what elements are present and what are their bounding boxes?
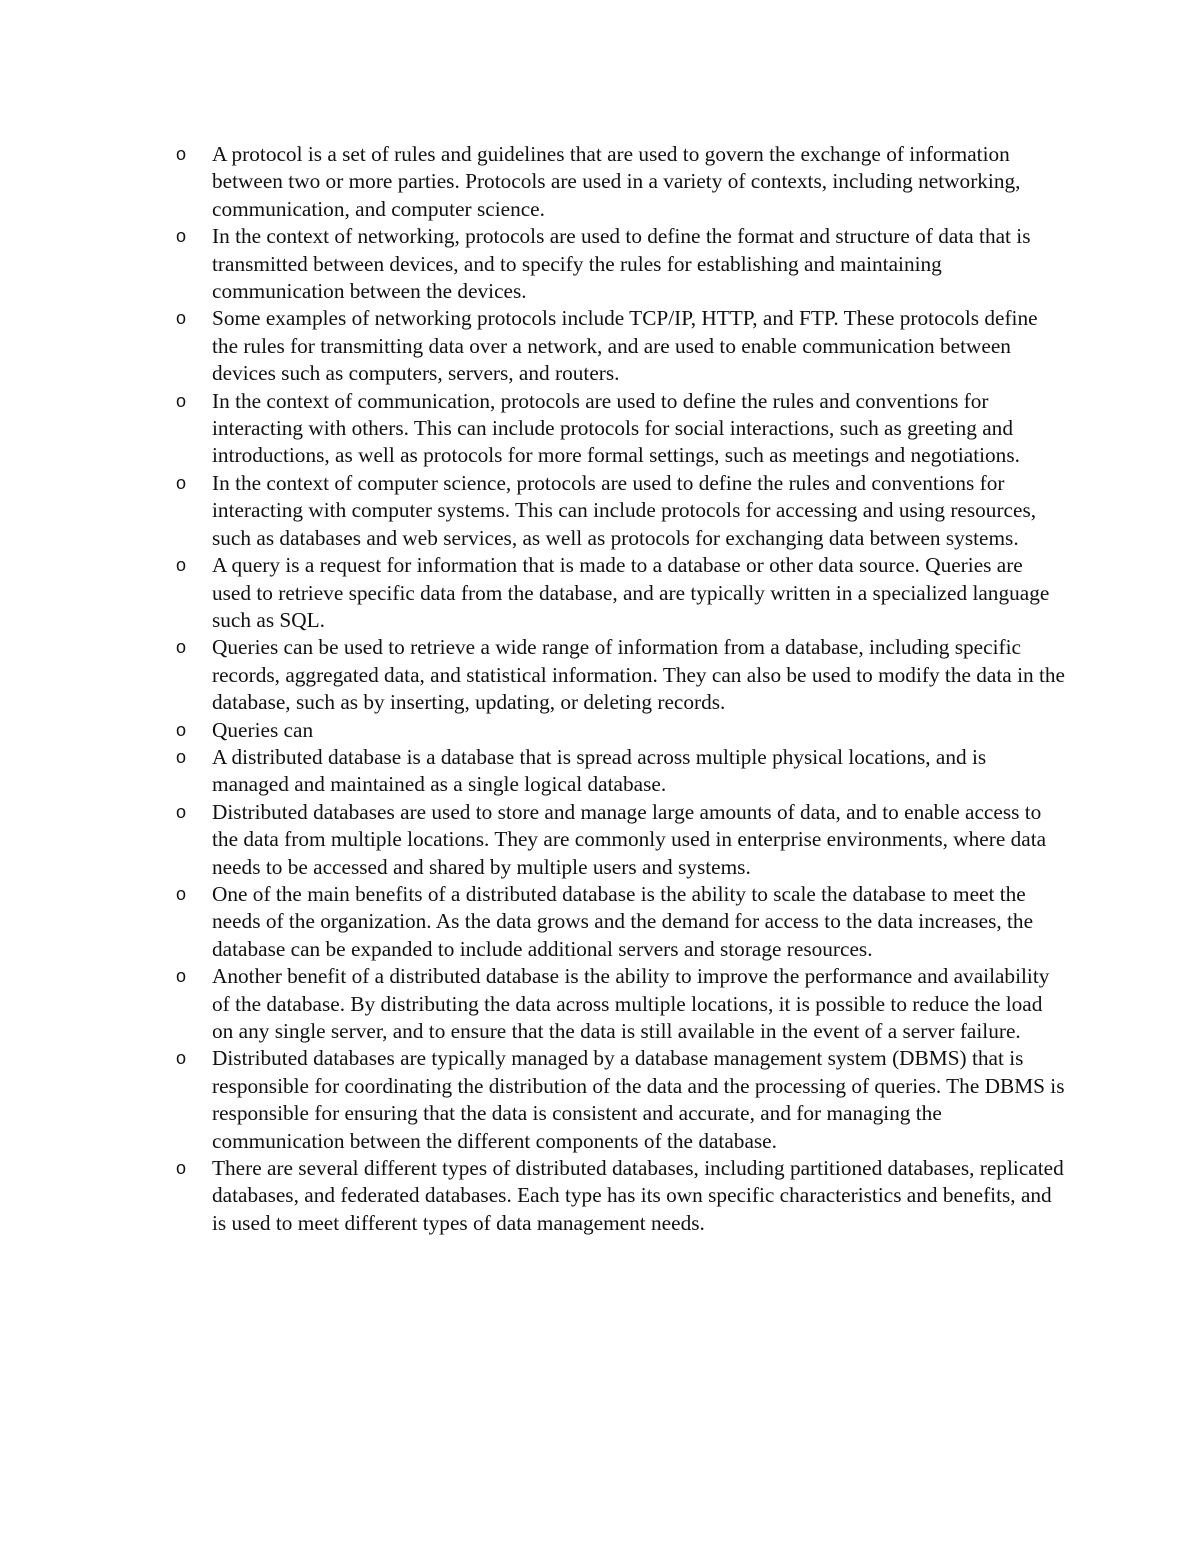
bullet-marker-icon: o [176, 226, 187, 247]
list-item-text: Distributed databases are used to store and manage large amounts of data, and to enable access to the data from multiple locations. They are commonly used in enterprise environments, where data needs to be accessed and shared by multiple users and systems. [212, 799, 1047, 879]
list-item [176, 1045, 1066, 1155]
bullet-marker-icon: o [176, 637, 187, 658]
list-item [176, 1155, 1066, 1237]
list-item-text: Another benefit of a distributed database is the ability to improve the performance and availability of the database. By distributing the data across multiple locations, it is possible to reduce the load on any single server, and to ensure that the data is still available in the event of a server failure. [212, 964, 1050, 1043]
list-item-text: Queries can be used to retrieve a wide range of information from a database, including specific records, aggregated data, and statistical information. They can also be used to modify the data in the database, such as by inserting, updating, or deleting records. [212, 635, 1065, 715]
bullet-marker-icon: o [176, 390, 187, 411]
bullet-marker-icon: o [176, 719, 187, 740]
list-item [176, 141, 1066, 223]
list-item [176, 470, 1066, 552]
list-item-text: In the context of networking, protocols are used to define the format and structure of data that is transmitted between devices, and to specify the rules for establishing and maintaining communication between the devices. [212, 224, 1031, 304]
list-item-text: Distributed databases are typically managed by a database management system (DBMS) that is responsible for coordinating the distribution of the data and the processing of queries. The DBMS is responsible for ensuring that the data is consistent and accurate, and for managing the communication between the different components of the database. [212, 1046, 1065, 1153]
bullet-marker-icon: o [176, 966, 187, 987]
bullet-marker-icon: o [176, 308, 187, 329]
list-item [176, 305, 1066, 387]
list-item-text: One of the main benefits of a distributed database is the ability to scale the database to meet the needs of the organization. As the data grows and the demand for access to the data increases, the database can be expanded to include additional servers and storage resources. [212, 881, 1034, 961]
list-item-text: A distributed database is a database that is spread across multiple physical locations, and is managed and maintained as a single logical database. [212, 744, 987, 797]
bullet-list [176, 141, 1066, 1237]
bullet-marker-icon: o [176, 1158, 187, 1179]
list-item-text: Some examples of networking protocols include TCP/IP, HTTP, and FTP. These protocols define the rules for transmitting data over a network, and are used to enable communication between devices such as computers, servers, and routers. [212, 306, 1038, 386]
list-item [176, 717, 1066, 744]
list-item [176, 799, 1066, 881]
list-item [176, 963, 1066, 1045]
bullet-marker-icon: o [176, 472, 187, 493]
bullet-marker-icon: o [176, 555, 187, 576]
bullet-marker-icon: o [176, 144, 187, 164]
list-item-text: A query is a request for information that is made to a database or other data source. Queries are used to retrieve specific data from the database, and are typically written in a specialized language such as SQL. [212, 553, 1050, 632]
bullet-marker-icon: o [176, 746, 187, 767]
list-item-text: Queries can [212, 717, 314, 742]
list-item-text: In the context of computer science, protocols are used to define the rules and conventions for interacting with computer systems. This can include protocols for accessing and using resources, such as databases and web services, as well as protocols for exchanging data between systems. [212, 470, 1037, 550]
list-item-text: A protocol is a set of rules and guidelines that are used to govern the exchange of information between two or more parties. Protocols are used in a variety of contexts, including networking, communication, and computer science. [212, 142, 1021, 221]
list-item [176, 881, 1066, 963]
list-item [176, 744, 1066, 799]
list-item-text: In the context of communication, protocols are used to define the rules and conventions for interacting with others. This can include protocols for social interactions, such as greeting and introductions, as well as protocols for more formal settings, such as meetings and negotiations. [212, 388, 1020, 468]
bullet-marker-icon: o [176, 883, 187, 904]
bullet-marker-icon: o [176, 801, 187, 822]
list-item-text: There are several different types of distributed databases, including partitioned databases, replicated databases, and federated databases. Each type has its own specific characteristics and benefits, and is used to meet different types of data management needs. [212, 1156, 1064, 1235]
list-item [176, 552, 1066, 634]
bullet-marker-icon: o [176, 1048, 187, 1069]
list-item [176, 223, 1066, 305]
list-item [176, 388, 1066, 470]
list-item [176, 634, 1066, 716]
